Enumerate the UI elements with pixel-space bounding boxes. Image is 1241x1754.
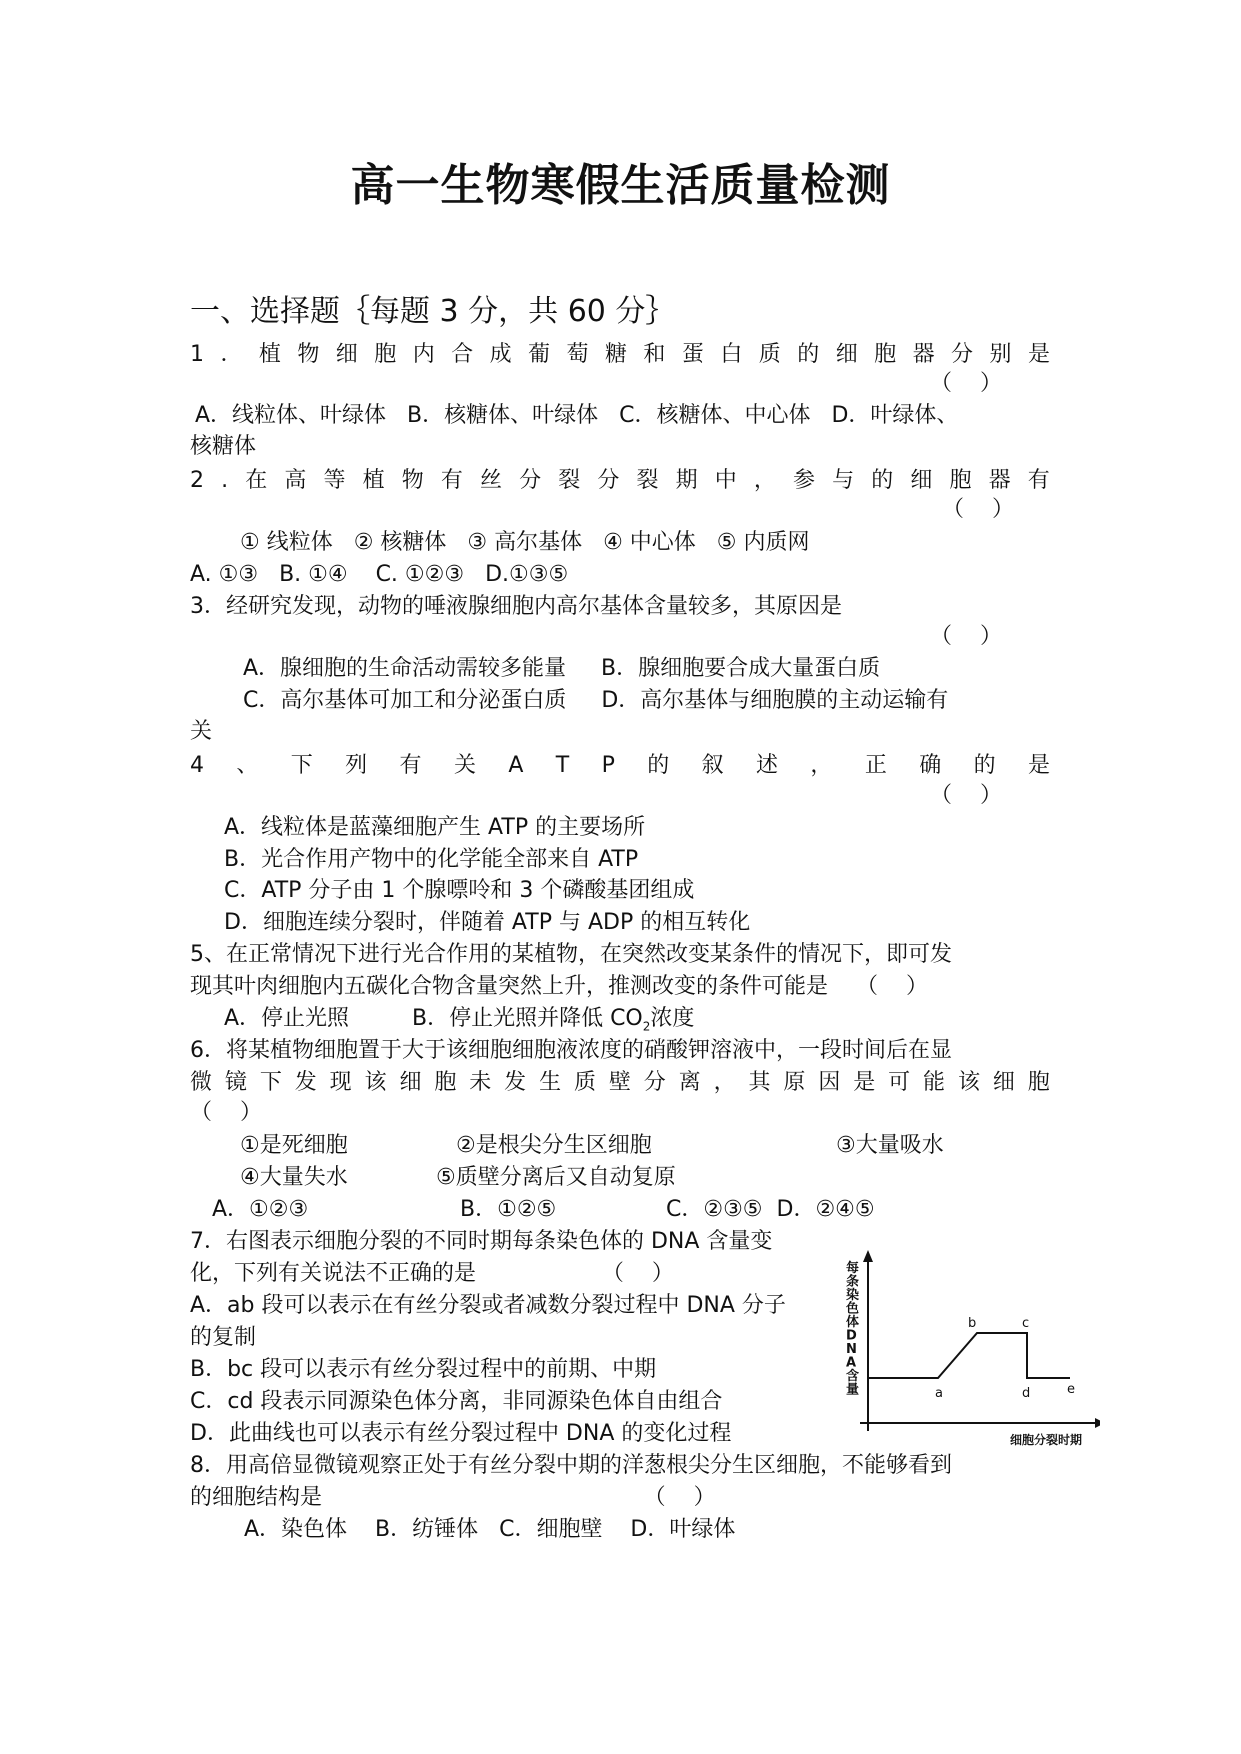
q3-answer-paren: （ ） [930,624,1002,649]
y-axis-label: 每条染色体 D N A 含量 [846,1261,860,1398]
q6-item-4: ④大量失水 [240,1165,348,1190]
q7-option-c: C．cd 段表示同源染色体分离，非同源染色体自由组合 [190,1389,723,1414]
q7-stem-line1: 7．右图表示细胞分裂的不同时期每条染色体的 DNA 含量变 [190,1229,773,1254]
point-label-e: e [1067,1382,1075,1397]
q6-item-1: ①是死细胞 [240,1133,348,1158]
q6-option-a: A．①②③ [212,1197,309,1222]
q5-stem-line2: 现其叶肉细胞内五碳化合物含量突然上升，推测改变的条件可能是 （ ） [190,974,928,999]
point-label-a: a [935,1386,943,1401]
q7-option-a-continued: 的复制 [190,1325,257,1350]
q1-options-continued: 核糖体 [190,434,257,459]
q7-option-d: D．此曲线也可以表示有丝分裂过程中 DNA 的变化过程 [190,1421,732,1446]
q6-item-3: ③大量吸水 [836,1133,944,1158]
q2-stem: 2 . 在 高 等 植 物 有 丝 分 裂 分 裂 期 中 ， 参 与 的 细 胞 器 有 [190,468,1050,493]
q5-options: A．停止光照 B．停止光照并降低 $CO_2$浓度 [224,1006,695,1034]
q5-stem-line1: 5、在正常情况下进行光合作用的某植物，在突然改变某条件的情况下，即可发 [190,942,952,967]
q6-item-5: ⑤质壁分离后又自动复原 [436,1165,676,1190]
q1-stem: 1 ． 植 物 细 胞 内 合 成 葡 萄 糖 和 蛋 白 质 的 细 胞 器 分 别 是 [190,342,1050,367]
q1-options: A．线粒体、叶绿体 B．核糖体、叶绿体 C．核糖体、中心体 D．叶绿体、 [195,403,959,428]
x-axis-arrow [1095,1418,1100,1428]
point-label-c: c [1022,1316,1030,1331]
q4-answer-paren: （ ） [930,783,1002,808]
q6-option-b: B．①②⑤ [460,1197,557,1222]
dna-content-graph [840,1248,1100,1448]
q4-option-d: D．细胞连续分裂时，伴随着 ATP 与 ADP 的相互转化 [224,910,751,935]
q2-items: ① 线粒体 ② 核糖体 ③ 高尔基体 ④ 中心体 ⑤ 内质网 [240,530,810,555]
q7-option-b: B．bc 段可以表示有丝分裂过程中的前期、中期 [190,1357,657,1382]
q6-item-2: ②是根尖分生区细胞 [456,1133,652,1158]
q3-options-continued: 关 [190,719,213,744]
q1-answer-paren: （ ） [930,371,1002,396]
co2-subscript: 2 [642,1019,651,1034]
q8-options: A．染色体 B．纺锤体 C．细胞壁 D．叶绿体 [244,1517,736,1542]
page-title: 高一生物寒假生活质量检测 [350,160,891,211]
q2-answer-paren: （ ） [942,497,1014,522]
q3-options-cd: C．高尔基体可加工和分泌蛋白质 D．高尔基体与细胞膜的主动运输有 [243,688,949,713]
q4-stem: 4 、 下 列 有 关 A T P 的 叙 述 ， 正 确 的 是 [190,753,1050,778]
q6-stem-line1: 6．将某植物细胞置于大于该细胞细胞液浓度的硝酸钾溶液中，一段时间后在显 [190,1038,952,1063]
q3-options-ab: A．腺细胞的生命活动需较多能量 B．腺细胞要合成大量蛋白质 [243,656,881,681]
x-axis-label: 细胞分裂时期 [1010,1433,1083,1447]
y-axis-arrow [863,1250,873,1262]
q7-stem-line2: 化，下列有关说法不正确的是 （ ） [190,1261,674,1286]
q4-option-c: C．ATP 分子由 1 个腺嘌呤和 3 个磷酸基团组成 [224,878,695,903]
q6-answer-paren: （ ） [190,1100,262,1125]
q6-options-cd: C．②③⑤ D．②④⑤ [666,1197,875,1222]
q8-stem-line1: 8．用高倍显微镜观察正处于有丝分裂中期的洋葱根尖分生区细胞，不能够看到 [190,1453,952,1478]
q3-stem: 3．经研究发现，动物的唾液腺细胞内高尔基体含量较多，其原因是 [190,594,842,619]
q4-option-b: B．光合作用产物中的化学能全部来自 ATP [224,847,639,872]
section-header: 一、选择题｛每题 3 分，共 60 分｝ [190,294,676,329]
dna-curve [868,1333,1070,1378]
point-label-b: b [968,1316,977,1331]
point-label-d: d [1022,1386,1031,1401]
q6-stem-line2: 微 镜 下 发 现 该 细 胞 未 发 生 质 壁 分 离 ， 其 原 因 是 可 能 该 细 胞 [190,1070,1050,1095]
q2-options: A. ①③ B. ①④ C. ①②③ D.①③⑤ [190,562,569,587]
q7-option-a: A．ab 段可以表示在有丝分裂或者减数分裂过程中 DNA 分子 [190,1293,786,1318]
q4-option-a: A．线粒体是蓝藻细胞产生 ATP 的主要场所 [224,815,646,840]
q8-stem-line2: 的细胞结构是 （ ） [190,1485,716,1510]
